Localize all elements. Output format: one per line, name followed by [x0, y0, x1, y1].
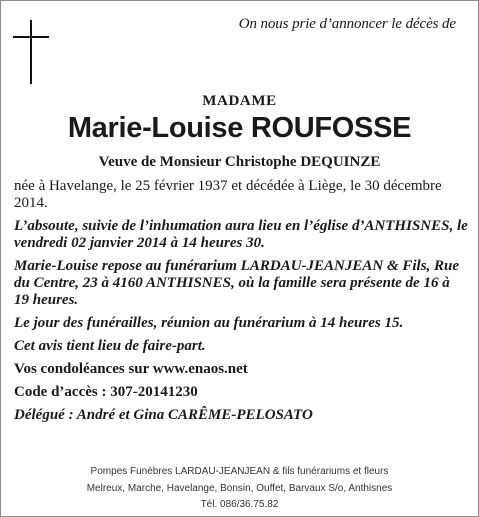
- widow-of-line: Veuve de Monsieur Christophe DEQUINZE: [98, 154, 381, 170]
- funerarium-paragraph: Marie-Louise repose au funérarium LARDAU-JEANJEAN & Fils, Rue du Centre, 23 à 4160 ANTHISNES, où la famille sera présente de 16 à 19 heures.: [14, 258, 460, 308]
- footer-line-1: Pompes Funèbres LARDAU-JEANJEAN & fils funérariums et fleurs: [90, 466, 389, 477]
- birth-death-line: née à Havelange, le 25 février 1937 et décédée à Liège, le 30 décembre 2014.: [14, 178, 442, 211]
- absoute-paragraph: L’absoute, suivie de l’inhumation aura lieu en l’église d’ANTHISNES, le vendredi 02 janvier 2014 à 14 heures 30.: [14, 218, 468, 251]
- deceased-name: Marie-Louise ROUFOSSE: [67, 112, 412, 144]
- cross-icon: [13, 20, 49, 84]
- condoleances-line: Vos condoléances sur www.enaos.net: [14, 361, 248, 377]
- funeral-home-footer: [1, 464, 478, 514]
- intro-text: On nous prie d’annoncer le décès de: [238, 16, 456, 32]
- footer-phone: Tél. 086/36.75.82: [200, 499, 279, 510]
- delegate-line: Délégué : André et Gina CARÊME-PELOSATO: [14, 407, 313, 423]
- access-code-line: Code d’accès : 307-20141230: [14, 384, 198, 400]
- title-madame: MADAME: [202, 93, 277, 109]
- reunion-paragraph: Le jour des funérailles, réunion au funérarium à 14 heures 15.: [14, 315, 404, 331]
- footer-line-2: Melreux, Marche, Havelange, Bonsin, Ouffet, Barvaux S/o, Anthisnes: [86, 482, 393, 494]
- faire-part-line: Cet avis tient lieu de faire-part.: [14, 338, 206, 354]
- notice-body: [14, 178, 468, 430]
